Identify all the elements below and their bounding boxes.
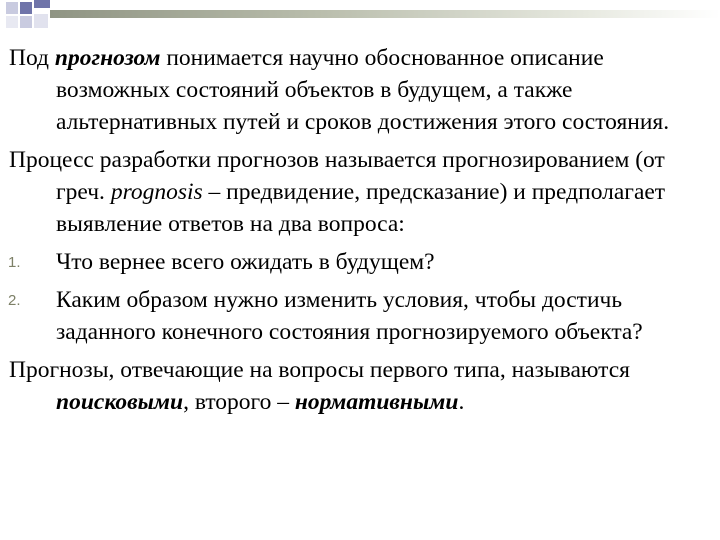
paragraph-forecast-types: [9, 354, 714, 418]
text-run: Процесс разработки прогнозов называется прогнозированием (от греч.: [9, 147, 665, 205]
text-run: Под: [9, 45, 55, 71]
text-run: , второго –: [183, 389, 295, 415]
list-number: 2.: [8, 292, 21, 309]
decor-square: [34, 14, 48, 28]
decor-square: [20, 16, 32, 28]
text-run: – предвидение, предсказание) и предполагает выявление ответов на два вопроса:: [56, 179, 666, 237]
decor-square: [6, 2, 18, 14]
text-run: .: [458, 389, 465, 415]
emphasis-term: нормативными: [294, 389, 459, 415]
latin-term: prognosis: [110, 179, 203, 205]
paragraph-forecasting-process: [9, 144, 714, 240]
paragraph-forecast-definition: [9, 42, 714, 138]
decor-square: [20, 2, 32, 14]
decor-square: [34, 0, 50, 8]
list-item-text: Каким образом нужно изменить условия, чтобы достичь заданного конечного состояния прогнозируемого объекта?: [56, 287, 643, 345]
header-gradient-bar: [50, 10, 720, 18]
text-run: понимается научно обоснованное описание возможных состояний объектов в будущем, а также альтернативных путей и сроков достижения этого состояния.: [56, 45, 670, 135]
emphasis-term: прогнозом: [54, 45, 161, 71]
list-item: [9, 284, 714, 348]
list-item-text: Что вернее всего ожидать в будущем?: [56, 249, 435, 275]
list-item: [9, 246, 714, 278]
list-number: 1.: [8, 254, 21, 271]
slide-body: [9, 42, 714, 418]
text-run: Прогнозы, отвечающие на вопросы первого типа, называются: [9, 357, 630, 383]
decor-square: [6, 16, 18, 28]
emphasis-term: поисковыми: [56, 389, 184, 415]
